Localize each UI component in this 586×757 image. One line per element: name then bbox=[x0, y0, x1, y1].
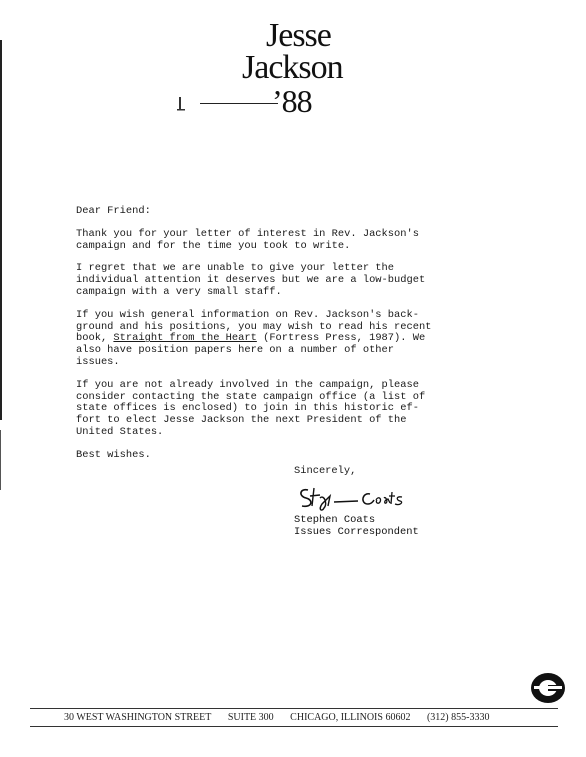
paragraph-3-text-b: (Fortress Press, 1987). We also have position papers here on a number of other issues. bbox=[76, 332, 426, 368]
letterhead-name-first: Jesse bbox=[266, 17, 331, 54]
footer-address bbox=[64, 712, 534, 724]
footer-street: 30 WEST WASHINGTON STREET bbox=[64, 712, 212, 723]
footer-rule-top bbox=[30, 708, 558, 709]
letterhead-rule bbox=[200, 103, 278, 104]
paragraph-3-text-a: If you wish general information on Rev. Jackson's back- ground and his positions, you may wish to read his recent book, bbox=[76, 308, 432, 345]
complimentary-close: Sincerely, bbox=[294, 465, 357, 477]
paragraph-1: Thank you for your letter of interest in Rev. Jackson's campaign and for the time you took to write. bbox=[76, 227, 419, 252]
handwritten-signature bbox=[294, 482, 406, 516]
footer-phone: (312) 855-3330 bbox=[426, 712, 490, 723]
paragraph-2: I regret that we are unable to give your letter the individual attention it deserves but we are a low-budget campaign with a very small staff. bbox=[76, 262, 426, 298]
footer-city: CHICAGO, ILLINOIS 60602 bbox=[290, 712, 411, 723]
paragraph-4: If you are not already involved in the campaign, please consider contacting the state campaign office (a list of state offices is enclosed) to join in this historic ef- fort to elect Jesse Jackson the next President of the United States. bbox=[76, 378, 426, 438]
scan-speck-icon bbox=[176, 95, 186, 113]
salutation: Dear Friend: bbox=[76, 205, 151, 217]
scan-edge-mark bbox=[0, 430, 1, 490]
letterhead-name-last: Jackson bbox=[242, 49, 343, 86]
footer-suite: SUITE 300 bbox=[227, 712, 274, 723]
paragraph-3 bbox=[76, 310, 436, 369]
signer-name: Stephen Coats bbox=[294, 514, 376, 526]
signer-title: Issues Correspondent bbox=[294, 526, 419, 538]
campaign-seal-icon bbox=[528, 670, 568, 706]
scan-edge-mark bbox=[0, 40, 2, 420]
footer-rule-bottom bbox=[30, 726, 558, 727]
book-title: Straight from the Heart bbox=[113, 332, 257, 345]
letter-body bbox=[76, 206, 436, 473]
letterhead-year: ’88 bbox=[272, 83, 312, 119]
closing-line: Best wishes. bbox=[76, 448, 151, 461]
